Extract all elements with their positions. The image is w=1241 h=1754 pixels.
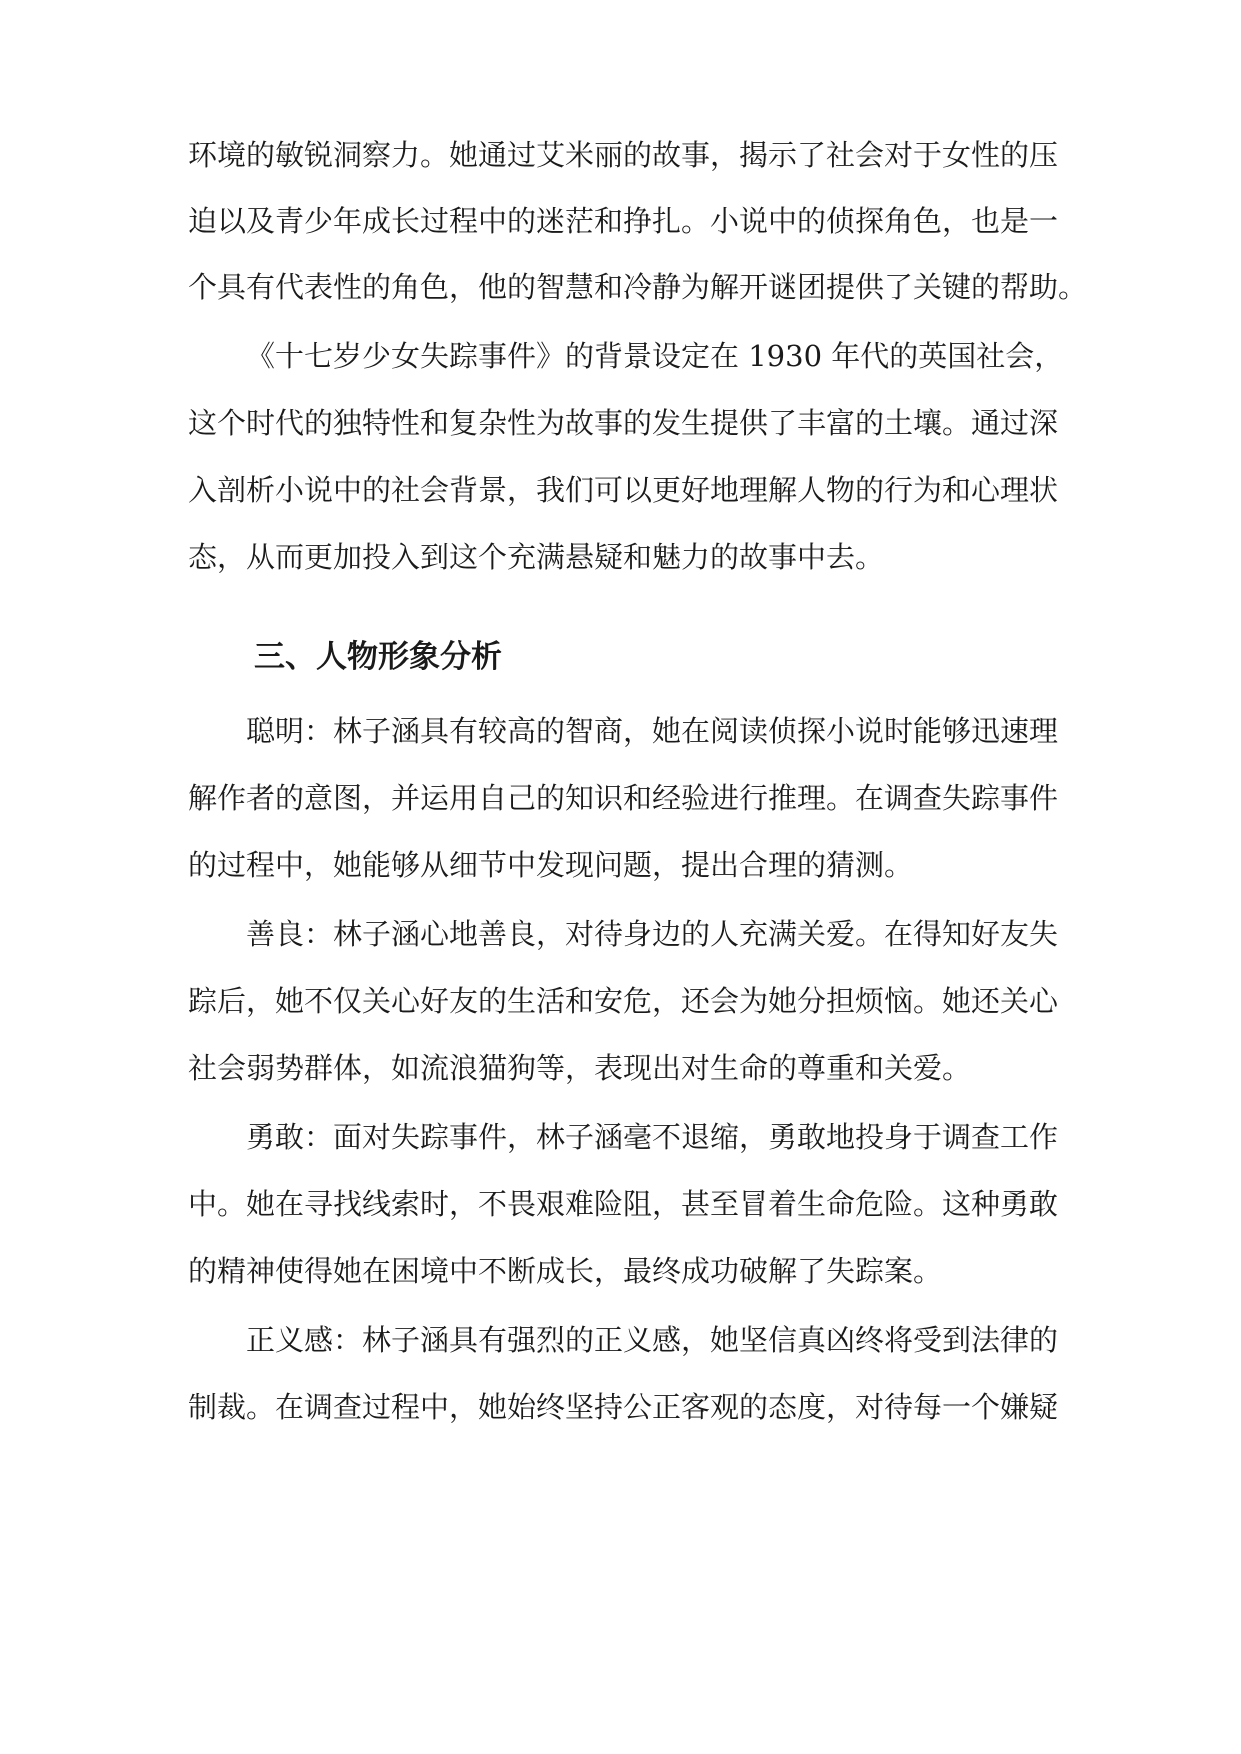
paragraph-line: 中。她在寻找线索时，不畏艰难险阻，甚至冒着生命危险。这种勇敢 [188, 1187, 1059, 1221]
paragraph-line: 环境的敏锐洞察力。她通过艾米丽的故事，揭示了社会对于女性的压 [188, 138, 1059, 172]
paragraph-line: 的过程中，她能够从细节中发现问题，提出合理的猜测。 [188, 848, 914, 882]
paragraph-line: 社会弱势群体，如流浪猫狗等，表现出对生命的尊重和关爱。 [188, 1051, 972, 1085]
paragraph-line: 制裁。在调查过程中，她始终坚持公正客观的态度，对待每一个嫌疑 [188, 1390, 1059, 1424]
paragraph-line: 善良：林子涵心地善良，对待身边的人充满关爱。在得知好友失 [246, 917, 1059, 951]
paragraph-line: 《十七岁少女失踪事件》的背景设定在 1930 年代的英国社会， [246, 339, 1064, 373]
paragraph-line: 正义感：林子涵具有强烈的正义感，她坚信真凶终将受到法律的 [246, 1323, 1059, 1357]
paragraph-line: 态，从而更加投入到这个充满悬疑和魅力的故事中去。 [188, 540, 885, 574]
paragraph-line: 迫以及青少年成长过程中的迷茫和挣扎。小说中的侦探角色，也是一 [188, 204, 1059, 238]
paragraph-line: 个具有代表性的角色，他的智慧和冷静为解开谜团提供了关键的帮助。 [188, 270, 1088, 304]
section-heading: 三、人物形象分析 [254, 639, 502, 675]
paragraph-line: 勇敢：面对失踪事件，林子涵毫不退缩，勇敢地投身于调查工作 [246, 1120, 1059, 1154]
paragraph-line: 踪后，她不仅关心好友的生活和安危，还会为她分担烦恼。她还关心 [188, 984, 1059, 1018]
paragraph-line: 解作者的意图，并运用自己的知识和经验进行推理。在调查失踪事件 [188, 781, 1059, 815]
paragraph-line: 入剖析小说中的社会背景，我们可以更好地理解人物的行为和心理状 [188, 473, 1059, 507]
paragraph-line: 的精神使得她在困境中不断成长，最终成功破解了失踪案。 [188, 1254, 943, 1288]
paragraph-line: 这个时代的独特性和复杂性为故事的发生提供了丰富的土壤。通过深 [188, 406, 1059, 440]
paragraph-line: 聪明：林子涵具有较高的智商，她在阅读侦探小说时能够迅速理 [246, 714, 1059, 748]
